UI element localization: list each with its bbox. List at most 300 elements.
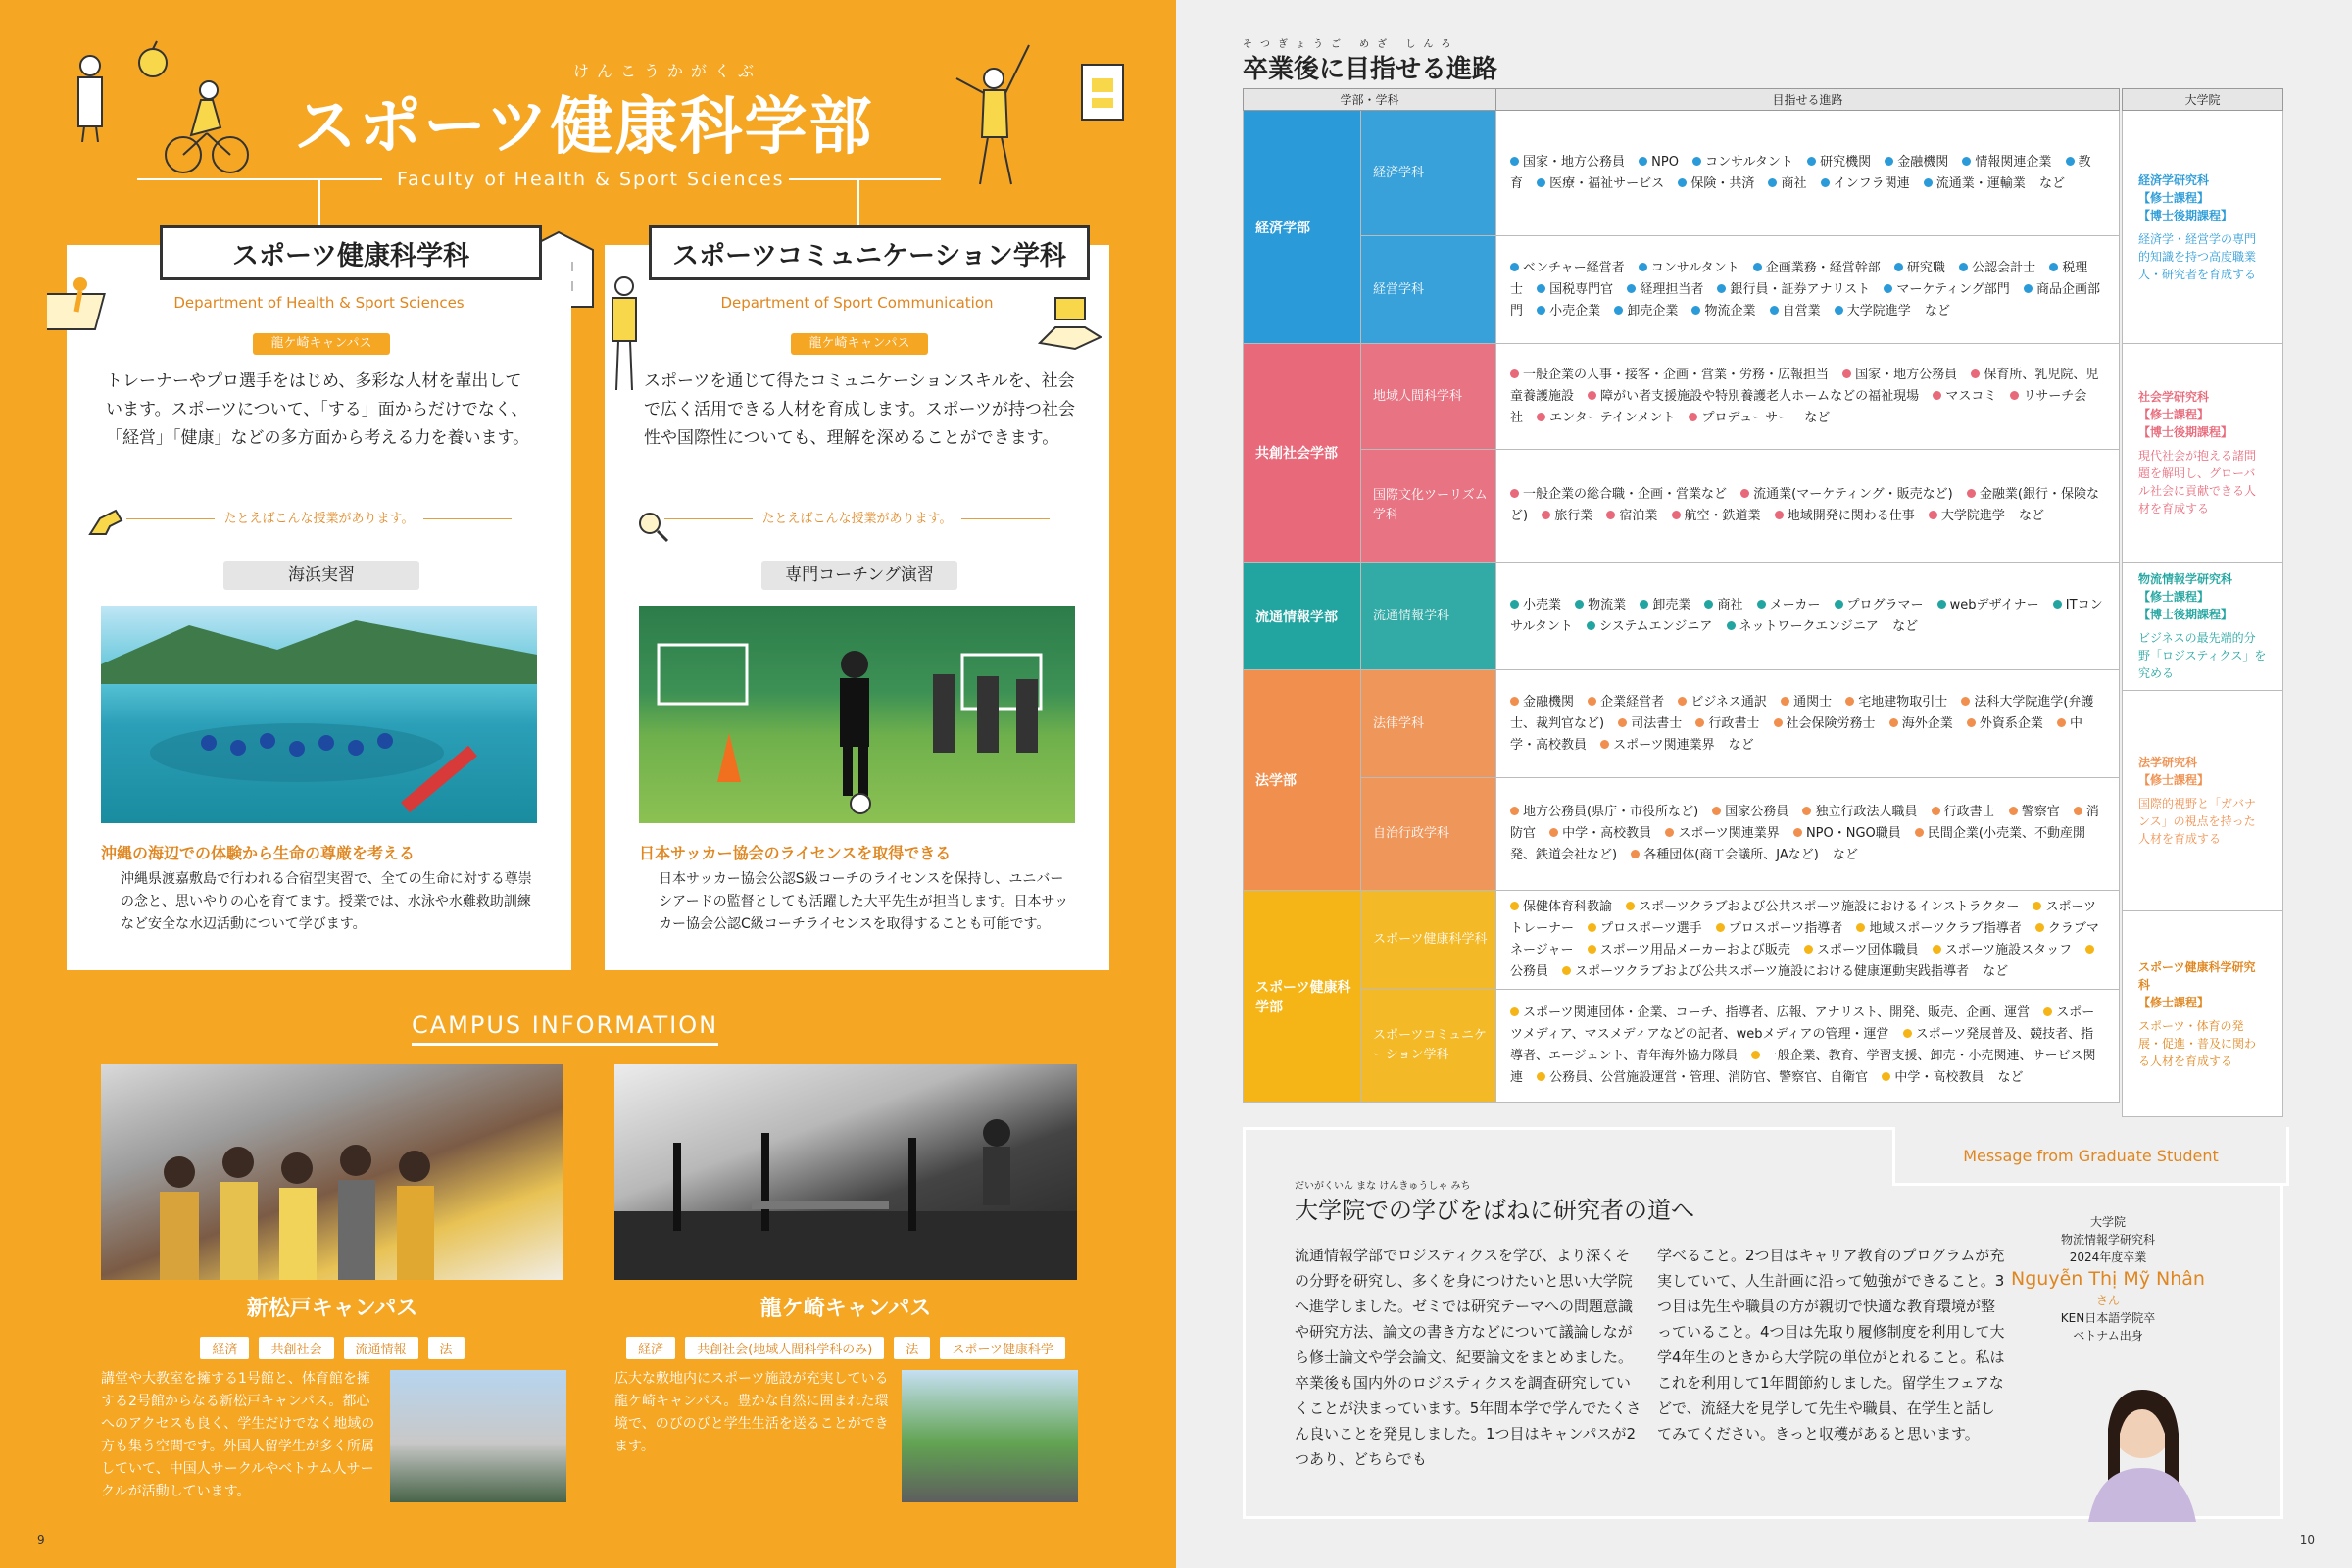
career-path-text: 国家・地方公務員 <box>1523 154 1626 170</box>
message-title: 大学院での学びをばねに研究者の道へ <box>1295 1197 1694 1224</box>
career-path-item <box>1894 261 1945 275</box>
grad-note: スポーツ・体育の発展・促進・普及に関わる人材を育成する <box>2138 1018 2257 1068</box>
clipboard-icon <box>1078 59 1127 123</box>
career-path-text: リサーチ会社 <box>1510 388 2087 425</box>
career-path-item <box>1882 1070 1984 1085</box>
career-path-text: 小売業 <box>1523 597 1562 612</box>
career-path-text: ビジネス通訳 <box>1690 694 1767 710</box>
career-path-text: マーケティング部門 <box>1896 281 2010 297</box>
sea-scene <box>101 606 537 823</box>
header-line-right <box>789 178 941 180</box>
career-path-text: など <box>1924 303 1950 318</box>
bullet-dot-icon <box>1678 178 1687 187</box>
career-path-text: スポーツ施設スタッフ <box>1944 943 2073 957</box>
career-path-item <box>2019 509 2044 523</box>
career-path-text: 独立行政法人職員 <box>1815 805 1918 819</box>
grad-course1: 【修士課程】 <box>2138 773 2210 787</box>
career-path-text: など <box>1997 1070 2024 1085</box>
student-portrait <box>2069 1375 2216 1522</box>
career-path-text: 金融機関 <box>1897 154 1949 170</box>
page-number: 10 <box>2299 1533 2315 1546</box>
bullet-dot-icon <box>1757 600 1766 609</box>
bullet-dot-icon <box>1962 157 1971 166</box>
career-path-text: 旅行業 <box>1554 509 1593 523</box>
class-name: 専門コーチング演習 <box>761 561 957 590</box>
career-path-text: メーカー <box>1769 597 1821 612</box>
shinmatsudo-building-photo <box>390 1370 566 1502</box>
campus-faculty-tag: 法 <box>428 1337 465 1359</box>
faculty-name: 法学部 <box>1244 670 1361 891</box>
career-path-text: コンサルタント <box>1650 260 1740 275</box>
career-path-item <box>2009 805 2060 819</box>
career-path-item <box>1835 598 1924 612</box>
career-row <box>1244 111 2120 236</box>
campus-info-header: CAMPUS INFORMATION <box>412 1011 718 1046</box>
class-text: 沖縄県渡嘉敷島で行われる合宿型実習で、全ての生命に対する尊崇の念と、思いやりの心を育てます。授業では、水泳や水難救助訓練など安全な水辺活動について学びます。 <box>121 871 532 932</box>
career-path-text: 物流業 <box>1588 597 1627 612</box>
campus-name: 新松戸キャンパス <box>246 1297 418 1321</box>
bullet-dot-icon <box>1631 850 1640 858</box>
career-path-text: 障がい者支援施設や特別養護老人ホームなどの福祉現場 <box>1600 388 1920 404</box>
career-path-item <box>1627 282 1703 297</box>
dept-title: スポーツコミュニケーション学科 <box>649 225 1090 280</box>
career-path-text: 国税専門官 <box>1549 281 1614 297</box>
coaching-class-photo <box>639 606 1075 823</box>
bullet-dot-icon <box>1933 945 1941 954</box>
bullet-dot-icon <box>1774 718 1783 727</box>
career-path-item <box>1537 411 1675 425</box>
bullet-dot-icon <box>1640 600 1648 609</box>
student-info <box>2010 1213 2206 1345</box>
career-path-item <box>1562 964 1969 979</box>
career-path-text: など <box>2019 509 2045 523</box>
campus-tag: 龍ケ崎キャンパス <box>791 333 928 355</box>
bullet-dot-icon <box>1835 600 1843 609</box>
bullet-dot-icon <box>1542 511 1550 519</box>
bullet-dot-icon <box>1768 178 1777 187</box>
grad-name: 法学研究科 <box>2138 756 2198 769</box>
career-path-text: webデザイナー <box>1949 597 2039 612</box>
bullet-dot-icon <box>1588 945 1596 954</box>
career-path-text: プロスポーツ選手 <box>1600 921 1702 936</box>
career-path-text: 卸売業 <box>1652 597 1691 612</box>
bullet-dot-icon <box>1856 923 1865 932</box>
bullet-dot-icon <box>1510 807 1519 815</box>
career-path-item <box>1614 304 1678 318</box>
dept-name: 法律学科 <box>1361 670 1496 778</box>
campus-faculty-tag: 法 <box>894 1337 930 1359</box>
career-path-item <box>1510 261 1625 275</box>
career-path-text: 公認会計士 <box>1972 260 2036 275</box>
career-path-text: 行政書士 <box>1943 805 1995 819</box>
bullet-dot-icon <box>1672 511 1681 519</box>
career-path-item <box>1740 487 1953 502</box>
career-path-text: 公務員 <box>1510 964 1549 979</box>
campus-name: 龍ケ崎キャンパス <box>760 1297 932 1321</box>
dept-card-sport-communication <box>605 240 1109 970</box>
bullet-dot-icon <box>1588 391 1596 400</box>
faculty-name: スポーツ健康科学部 <box>1244 891 1361 1102</box>
bullet-dot-icon <box>1639 157 1647 166</box>
career-path-text: 一般企業の人事・接客・企画・営業・労務・広報担当 <box>1523 367 1830 382</box>
bullet-dot-icon <box>1967 718 1976 727</box>
career-path-item <box>1856 921 2021 936</box>
career-path-item <box>1885 155 1948 170</box>
dept-name: 地域人間科学科 <box>1361 344 1496 450</box>
bullet-dot-icon <box>1807 157 1816 166</box>
career-path-text: 情報関連企業 <box>1975 154 2052 170</box>
bullet-dot-icon <box>1885 157 1893 166</box>
campus-faculty-tag: 共創社会(地域人間科学科のみ) <box>685 1337 884 1359</box>
career-path-item <box>1588 921 1701 936</box>
career-path-item <box>1689 411 1790 425</box>
career-path-text: プロデューサー <box>1701 410 1791 425</box>
career-path-item <box>1537 304 1600 318</box>
bullet-dot-icon <box>1835 306 1843 315</box>
bullet-dot-icon <box>1882 1072 1890 1081</box>
faculty-name: 経済学部 <box>1244 111 1361 344</box>
career-path-item <box>1695 716 1759 731</box>
career-path-text: クラブマネージャー <box>1510 921 2099 957</box>
career-title-ruby: そつぎょうご めざ しんろ <box>1243 39 1459 50</box>
bullet-dot-icon <box>1606 511 1615 519</box>
career-row <box>1244 344 2120 450</box>
campus-faculty-tag: 経済 <box>200 1337 249 1359</box>
career-row <box>1244 563 2120 670</box>
bullet-dot-icon <box>1588 697 1596 706</box>
career-path-text: 社会保険労務士 <box>1786 715 1876 731</box>
grad-table <box>2122 88 2283 1117</box>
career-path-text: スポーツ関連業界 <box>1678 826 1780 841</box>
message-column-2: 学べること。2つ目はキャリア教育のプログラムが充実していて、人生計画に沿って勉強ができること。3つ目は先生や職員の方が親切で快適な教育環境が整っていること。4つ目は先取り履修制度を利用して大学4年生のときから大学院の単位がとれること。私はこれを利用して1年間節約しました。留学生フェアなどで、流経大を見学して先生や職員、在学生と話してみてください。きっと収穫があると思います。 <box>1657 1247 2005 1443</box>
bullet-dot-icon <box>1537 413 1545 421</box>
bullet-dot-icon <box>1614 306 1623 315</box>
bullet-dot-icon <box>1510 1007 1519 1016</box>
career-path-text: など <box>1983 964 2009 979</box>
bullet-dot-icon <box>1915 828 1924 837</box>
career-row <box>1244 450 2120 563</box>
grad-row <box>2123 344 2283 563</box>
career-path-item <box>1804 411 1830 425</box>
career-path-item <box>1712 805 1788 819</box>
bullet-dot-icon <box>1933 391 1941 400</box>
bullet-dot-icon <box>1704 600 1713 609</box>
career-path-item <box>1537 282 1613 297</box>
career-path-text: 経理担当者 <box>1640 281 1704 297</box>
dept-name: スポーツコミュニケーション学科 <box>1361 990 1496 1102</box>
career-path-item <box>1600 738 1714 753</box>
bullet-dot-icon <box>1537 284 1545 293</box>
career-path-text: 地域スポーツクラブ指導者 <box>1869 921 2022 936</box>
career-path-item <box>1997 1070 2023 1085</box>
dept-name: 国際文化ツーリズム学科 <box>1361 450 1496 563</box>
career-path-text: 国家・地方公務員 <box>1855 367 1958 382</box>
career-path-text: 保健体育科教諭 <box>1523 900 1613 914</box>
grad-note: 国際的視野と「ガバナンス」の視点を持った人材を育成する <box>2138 797 2257 846</box>
career-path-text: 民間企業(小売業、不動産開発、鉄道会社など) <box>1510 826 2085 862</box>
career-path-item <box>1665 826 1779 841</box>
career-title: 卒業後に目指せる進路 <box>1243 55 1498 84</box>
faculty-name: 流通情報学部 <box>1244 563 1361 670</box>
career-path-text: エンターテインメント <box>1549 410 1676 425</box>
career-path-text: 宅地建物取引士 <box>1858 694 1948 710</box>
header-paths: 目指せる進路 <box>1496 89 2120 111</box>
career-path-item <box>1626 900 2019 914</box>
career-row <box>1244 990 2120 1102</box>
career-path-item <box>1884 282 2009 297</box>
students-scene <box>101 1064 564 1280</box>
bullet-dot-icon <box>1549 828 1558 837</box>
grad-school-cell <box>2123 563 2283 691</box>
bullet-dot-icon <box>1740 489 1749 498</box>
career-path-text: プロスポーツ指導者 <box>1728 921 1843 936</box>
career-path-item <box>1889 716 1953 731</box>
class-catch: 沖縄の海辺での体験から生命の尊厳を考える <box>101 844 416 862</box>
bullet-dot-icon <box>2010 391 2019 400</box>
bullet-dot-icon <box>1689 413 1697 421</box>
career-path-text: など <box>1892 618 1919 634</box>
career-path-item <box>1587 619 1712 634</box>
bullet-dot-icon <box>1770 306 1779 315</box>
dept-name: スポーツ健康科学科 <box>1361 891 1496 990</box>
bullet-dot-icon <box>1695 718 1704 727</box>
career-path-item <box>1510 598 1561 612</box>
bullet-dot-icon <box>1587 621 1595 630</box>
career-path-item <box>1802 805 1917 819</box>
grad-note: ビジネスの最先端的分野「ロジスティクス」を究める <box>2138 631 2267 680</box>
career-path-text: システムエンジニア <box>1598 618 1713 634</box>
career-path-text: 大学院進学 <box>1846 303 1911 318</box>
bullet-dot-icon <box>1510 263 1519 271</box>
career-path-item <box>1821 176 1910 191</box>
student-affiliation: 物流情報学研究科 <box>2060 1233 2155 1247</box>
grad-row <box>2123 691 2283 911</box>
career-path-text: スポーツメディア、マスメディアなどの記者、webメディアの管理・運営 <box>1510 1005 2095 1042</box>
career-path-item <box>2039 176 2065 191</box>
student-origin: ベトナム出身 <box>2073 1329 2143 1343</box>
bullet-dot-icon <box>1712 807 1721 815</box>
career-path-item <box>1549 826 1651 841</box>
grad-course2: 【博士後期課程】 <box>2138 208 2233 222</box>
bullet-dot-icon <box>1665 828 1674 837</box>
grad-row <box>2123 911 2283 1117</box>
career-paths <box>1496 344 2120 450</box>
faculty-title-en: Faculty of Health & Sport Sciences <box>397 169 785 190</box>
faculty-title: スポーツ健康科学部 <box>294 91 874 164</box>
career-paths <box>1496 563 2120 670</box>
career-path-text: 消防官 <box>1510 805 2099 841</box>
career-path-text: 物流企業 <box>1704 303 1756 318</box>
career-path-item <box>1704 598 1742 612</box>
bullet-dot-icon <box>1889 718 1898 727</box>
career-path-item <box>1537 176 1664 191</box>
athlete-illustration <box>951 39 1039 186</box>
header-grad: 大学院 <box>2123 89 2283 111</box>
career-path-text: スポーツ関連業界 <box>1613 737 1715 753</box>
career-path-text: スポーツ団体職員 <box>1817 943 1919 957</box>
career-path-text: 一般企業、教育、学習支援、卸売・小売関連、サービス関連 <box>1510 1049 2096 1085</box>
bullet-dot-icon <box>1971 369 1980 378</box>
career-path-item <box>1537 1070 1868 1085</box>
grad-row <box>2123 111 2283 344</box>
career-path-item <box>1775 509 1915 523</box>
career-path-text: 通関士 <box>1793 694 1833 710</box>
bullet-dot-icon <box>1717 284 1726 293</box>
career-path-item <box>1618 716 1682 731</box>
ryugasaki-campus-photo <box>614 1064 1077 1280</box>
career-path-text: ベンチャー経営者 <box>1523 260 1625 275</box>
header-faculty: 学部・学科 <box>1244 89 1496 111</box>
career-paths <box>1496 778 2120 891</box>
career-path-item <box>1757 598 1821 612</box>
career-path-text: 外資系企業 <box>1979 715 2043 731</box>
career-path-item <box>1510 487 1727 502</box>
bullet-dot-icon <box>1751 1051 1760 1059</box>
right-page <box>1176 0 2352 1568</box>
career-path-text: 中学・高校教員 <box>1510 715 2083 753</box>
career-path-item <box>1678 695 1767 710</box>
campus-faculty-tag: 経済 <box>626 1337 675 1359</box>
grad-name: スポーツ健康科学研究科 <box>2138 959 2256 992</box>
student-school: KEN日本語学院卒 <box>2060 1311 2156 1325</box>
dept-name: 経営学科 <box>1361 236 1496 344</box>
career-path-item <box>1588 389 1919 404</box>
student-affiliation: 大学院 <box>2089 1215 2126 1229</box>
example-label: たとえばこんな授業があります。 <box>605 508 1109 526</box>
career-path-item <box>1781 695 1832 710</box>
career-path-text: 海外企業 <box>1901 715 1953 731</box>
career-path-item <box>1510 695 1574 710</box>
example-label: たとえばこんな授業があります。 <box>67 508 571 526</box>
career-path-item <box>1639 261 1740 275</box>
grad-school-cell <box>2123 111 2283 344</box>
career-path-text: 教育 <box>1510 154 2091 191</box>
bullet-dot-icon <box>1821 178 1830 187</box>
career-path-item <box>1892 619 1918 634</box>
dept-name: 自治行政学科 <box>1361 778 1496 891</box>
bullet-dot-icon <box>1903 1029 1912 1038</box>
career-path-item <box>1678 176 1754 191</box>
career-row <box>1244 236 2120 344</box>
class-catch: 日本サッカー協会のライセンスを取得できる <box>639 844 952 862</box>
message-title-ruby: だいがくいん まな けんきゅうしゃ みち <box>1295 1181 1471 1192</box>
career-table <box>1243 88 2120 1102</box>
bullet-dot-icon <box>1691 306 1700 315</box>
career-path-text: 地方公務員(県庁・市役所など) <box>1523 805 1699 819</box>
grad-school-cell <box>2123 691 2283 911</box>
grad-course1: 【修士課程】 <box>2138 590 2210 604</box>
career-path-item <box>1770 304 1821 318</box>
career-path-text: 地域開発に関わる仕事 <box>1787 509 1915 523</box>
bullet-dot-icon <box>2043 1007 2052 1016</box>
career-path-text: 法科大学院進学(弁護士、裁判官など) <box>1510 694 2094 731</box>
career-path-item <box>1804 943 1918 957</box>
student-honorific: さん <box>2095 1294 2120 1307</box>
career-path-text: など <box>1833 848 1859 862</box>
career-path-text: ITコンサルタント <box>1510 597 2103 634</box>
career-path-item <box>1933 389 1996 404</box>
campus-tag-list <box>614 1337 1077 1359</box>
bullet-dot-icon <box>2009 807 2018 815</box>
career-path-item <box>1835 304 1911 318</box>
student-name: Nguyễn Thị Mỹ Nhân <box>2011 1268 2205 1290</box>
bullet-dot-icon <box>1627 284 1636 293</box>
bullet-dot-icon <box>1562 966 1571 975</box>
grad-school-cell <box>2123 911 2283 1117</box>
career-path-item <box>1924 176 2026 191</box>
career-path-text: 中学・高校教員 <box>1562 826 1652 841</box>
career-paths <box>1496 450 2120 563</box>
career-path-text: 商品企画部門 <box>1510 281 2100 318</box>
dept-name: 流通情報学科 <box>1361 563 1496 670</box>
dept-name-en: Department of Sport Communication <box>720 294 994 312</box>
bullet-dot-icon <box>1510 902 1519 910</box>
bullet-dot-icon <box>1537 1072 1545 1081</box>
career-path-text: 小売企業 <box>1549 303 1601 318</box>
gym-scene <box>614 1064 1077 1280</box>
bullet-dot-icon <box>1845 697 1854 706</box>
career-path-item <box>1793 826 1901 841</box>
bullet-dot-icon <box>1932 807 1940 815</box>
career-path-item <box>1631 848 1819 862</box>
career-path-item <box>1959 261 2035 275</box>
career-path-text: 中学・高校教員 <box>1894 1070 1984 1085</box>
bullet-dot-icon <box>1802 807 1811 815</box>
bullet-dot-icon <box>1793 828 1802 837</box>
career-path-text: NPO <box>1651 154 1679 170</box>
career-path-text: など <box>1728 737 1754 753</box>
career-path-item <box>1639 155 1679 170</box>
career-path-text: 企業経営者 <box>1600 694 1665 710</box>
bullet-dot-icon <box>1781 697 1789 706</box>
career-path-text: 商社 <box>1781 175 1807 191</box>
bullet-dot-icon <box>1727 621 1736 630</box>
career-path-item <box>1807 155 1871 170</box>
career-path-text: 大学院進学 <box>1940 509 2005 523</box>
career-path-text: 公務員、公営施設運営・管理、消防官、警察官、自衛官 <box>1549 1070 1869 1085</box>
grad-note: 経済学・経営学の専門的知識を持つ高度職業人・研究者を育成する <box>2138 231 2257 281</box>
campus-faculty-tag: 共創社会 <box>259 1337 333 1359</box>
bullet-dot-icon <box>2024 284 2033 293</box>
career-paths <box>1496 111 2120 236</box>
student-message-box <box>1243 1127 2283 1519</box>
grad-note: 現代社会が抱える諸問題を解明し、グローバル社会に貢献できる人材を育成する <box>2138 449 2257 515</box>
bullet-dot-icon <box>1842 369 1851 378</box>
career-path-text: スポーツクラブおよび公共スポーツ施設における健康運動実践指導者 <box>1575 964 1969 979</box>
career-path-text: 警察官 <box>2021 805 2060 819</box>
grad-name: 物流情報学研究科 <box>2138 572 2233 586</box>
grad-name: 経済学研究科 <box>2138 172 2210 187</box>
message-column-1: 流通情報学部でロジスティクスを学び、より深くその分野を研究し、多くを身につけたいと思い大学院へ進学しました。ゼミでは研究テーマへの問題意識や研究方法、論文の書き方などについて議論しながら修士論文や学会論文、紀要論文をまとめました。卒業後も国内外のロジスティクスを調査研究していくことが決まっています。5年間本学で学んでたくさん良いことを発見しました。1つ目はキャンパスが2つあり、どちらでも <box>1295 1247 1642 1468</box>
career-path-text: 卸売企業 <box>1627 303 1679 318</box>
bullet-dot-icon <box>2074 807 2082 815</box>
student-affiliation: 2024年度卒業 <box>2069 1250 2147 1264</box>
career-path-text: 保険・共済 <box>1690 175 1755 191</box>
grad-course2: 【博士後期課程】 <box>2138 608 2233 621</box>
bullet-dot-icon <box>1537 306 1545 315</box>
bullet-dot-icon <box>1537 178 1545 187</box>
ryugasaki-courtyard-photo <box>902 1370 1078 1502</box>
career-path-item <box>1640 598 1690 612</box>
dept-description: トレーナーやプロ選手をはじめ、多彩な人材を輩出しています。スポーツについて、「する」面からだけでなく、「経営」「健康」などの多方面から考える力を養います。 <box>106 371 530 448</box>
class-name: 海浜実習 <box>223 561 419 590</box>
grad-school-cell <box>2123 344 2283 563</box>
field-scene <box>639 606 1075 823</box>
grad-course1: 【修士課程】 <box>2138 408 2210 421</box>
bullet-dot-icon <box>1639 263 1647 271</box>
teacher-illustration <box>71 54 110 142</box>
bullet-dot-icon <box>1967 489 1976 498</box>
